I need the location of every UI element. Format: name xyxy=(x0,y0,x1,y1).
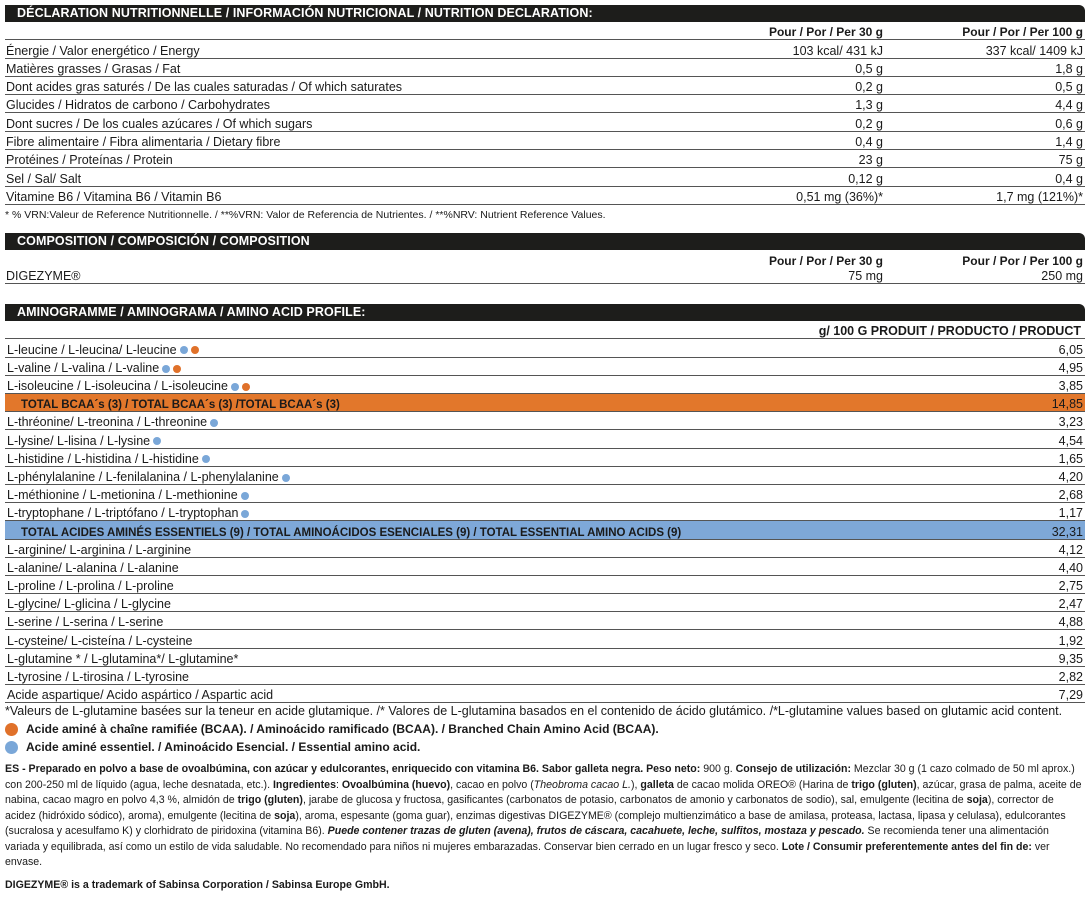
amino-value: 1,65 xyxy=(1058,451,1083,466)
nutrient-label: Vitamine B6 / Vitamina B6 / Vitamin B6 xyxy=(6,189,222,204)
amino-table xyxy=(5,339,1085,703)
nutrient-value-30g: 1,3 g xyxy=(855,98,883,113)
amino-row xyxy=(5,685,1085,703)
amino-row xyxy=(5,612,1085,630)
nutrition-row xyxy=(5,59,1085,77)
amino-value: 9,35 xyxy=(1058,651,1083,666)
nutrient-label: Dont acides gras saturés / De las cuales saturadas / Of which saturates xyxy=(6,80,403,95)
amino-row xyxy=(5,594,1085,612)
amino-label: L-valine / L-valina / L-valine xyxy=(7,360,160,375)
blue-dot-icon xyxy=(153,437,161,445)
nutrition-col-30g: Pour / Por / Per 30 g xyxy=(768,25,883,40)
amino-row xyxy=(5,467,1085,485)
amino-label: L-glycine/ L-glicina / L-glycine xyxy=(7,597,171,612)
nutrient-label: Matières grasses / Grasas / Fat xyxy=(6,61,181,76)
amino-row xyxy=(5,649,1085,667)
nutrient-label: Sel / Sal/ Salt xyxy=(6,171,82,186)
blue-dot-icon xyxy=(202,455,210,463)
nutrient-value-30g: 23 g xyxy=(858,153,883,168)
legend-bcaa xyxy=(5,720,1085,738)
nutrition-row xyxy=(5,187,1085,205)
nutrient-value-100g: 337 kcal/ 1409 kJ xyxy=(985,43,1083,58)
composition-value-100g: 250 mg xyxy=(1041,269,1083,284)
nutrient-value-100g: 0,4 g xyxy=(1055,171,1083,186)
blue-dot-icon xyxy=(162,365,170,373)
amino-total-row xyxy=(5,394,1085,412)
nutrient-value-100g: 0,5 g xyxy=(1055,80,1083,95)
amino-label: L-thréonine/ L-treonina / L-threonine xyxy=(7,415,208,430)
nutrient-label: Dont sucres / De los cuales azúcares / Of which sugars xyxy=(6,116,313,131)
blue-dot-icon xyxy=(5,741,18,754)
amino-label: L-lysine/ L-lisina / L-lysine xyxy=(7,433,151,448)
nutrient-value-100g: 75 g xyxy=(1058,153,1083,168)
nutrition-col-100g: Pour / Por / Per 100 g xyxy=(962,25,1083,40)
amino-label: Acide aspartique/ Acido aspártico / Aspartic acid xyxy=(7,688,274,703)
nutrition-note: * % VRN:Valeur de Reference Nutritionnelle. / **%VRN: Valor de Referencia de Nutrientes. / **%NRV: Nutrient Reference Values. xyxy=(5,208,606,221)
nutrition-column-headers xyxy=(5,22,1085,40)
nutrient-label: Énergie / Valor energético / Energy xyxy=(6,43,200,58)
nutrient-value-100g: 1,4 g xyxy=(1055,135,1083,150)
amino-value: 4,12 xyxy=(1058,542,1083,557)
composition-col-100g: Pour / Por / Per 100 g xyxy=(962,254,1083,269)
nutrition-row xyxy=(5,168,1085,186)
blue-dot-icon xyxy=(231,383,239,391)
amino-value: 2,75 xyxy=(1058,579,1083,594)
amino-value: 1,92 xyxy=(1058,633,1083,648)
composition-label: DIGEZYME® xyxy=(6,269,81,284)
blue-dot-icon xyxy=(180,346,188,354)
amino-row xyxy=(5,540,1085,558)
amino-row xyxy=(5,576,1085,594)
blue-dot-icon xyxy=(210,419,218,427)
blue-dot-icon xyxy=(282,474,290,482)
composition-col-30g: Pour / Por / Per 30 g xyxy=(768,254,883,269)
amino-row xyxy=(5,558,1085,576)
amino-label: L-tryptophane / L-triptófano / L-tryptophan xyxy=(7,506,239,521)
amino-row xyxy=(5,449,1085,467)
amino-column-header xyxy=(5,321,1085,339)
orange-dot-icon xyxy=(173,365,181,373)
amino-label: L-isoleucine / L-isoleucina / L-isoleucine xyxy=(7,379,228,394)
amino-value: 3,85 xyxy=(1058,379,1083,394)
amino-value: 6,05 xyxy=(1058,342,1083,357)
nutrition-row xyxy=(5,113,1085,131)
nutrient-value-100g: 1,7 mg (121%)* xyxy=(996,189,1083,204)
amino-label: L-glutamine * / L-glutamina*/ L-glutamine* xyxy=(7,651,239,666)
blue-dot-icon xyxy=(241,510,249,518)
amino-value: 4,54 xyxy=(1058,433,1083,448)
amino-label: L-leucine / L-leucina/ L-leucine xyxy=(7,342,177,357)
nutrient-value-30g: 0,2 g xyxy=(855,80,883,95)
nutrient-value-100g: 4,4 g xyxy=(1055,98,1083,113)
nutrient-value-100g: 1,8 g xyxy=(1055,61,1083,76)
orange-dot-icon xyxy=(5,723,18,736)
nutrient-value-100g: 0,6 g xyxy=(1055,116,1083,131)
amino-row xyxy=(5,412,1085,430)
amino-value: 14,85 xyxy=(1051,397,1083,412)
composition-column-headers xyxy=(5,250,1085,268)
amino-value: 32,31 xyxy=(1051,524,1083,539)
label-sheet xyxy=(5,5,1085,891)
amino-row xyxy=(5,503,1085,521)
nutrition-row xyxy=(5,132,1085,150)
amino-label: L-histidine / L-histidina / L-histidine xyxy=(7,451,199,466)
nutrient-value-30g: 103 kcal/ 431 kJ xyxy=(792,43,883,58)
amino-row xyxy=(5,358,1085,376)
amino-row xyxy=(5,376,1085,394)
amino-label: L-phénylalanine / L-fenilalanina / L-phenylalanine xyxy=(7,469,279,484)
amino-label: L-arginine/ L-arginina / L-arginine xyxy=(7,542,192,557)
nutrient-label: Fibre alimentaire / Fibra alimentaria / Dietary fibre xyxy=(6,135,281,150)
legend-bcaa-text: Acide aminé à chaîne ramifiée (BCAA). / Aminoácido ramificado (BCAA). / Branched Chain Amino Acid (BCAA). xyxy=(26,722,659,737)
composition-header: COMPOSITION / COMPOSICIÓN / COMPOSITION xyxy=(5,233,1085,250)
amino-col-per100g: g/ 100 G PRODUIT / PRODUCTO / PRODUCT xyxy=(818,324,1081,339)
legend-essential-text: Acide aminé essentiel. / Aminoácido Esencial. / Essential amino acid. xyxy=(26,740,421,755)
nutrition-header: DÉCLARATION NUTRITIONNELLE / INFORMACIÓN NUTRICIONAL / NUTRITION DECLARATION: xyxy=(5,5,1085,22)
amino-value: 3,23 xyxy=(1058,415,1083,430)
nutrition-row xyxy=(5,77,1085,95)
amino-row xyxy=(5,630,1085,648)
amino-row xyxy=(5,430,1085,448)
orange-dot-icon xyxy=(191,346,199,354)
legend-essential xyxy=(5,738,1085,756)
amino-label: TOTAL ACIDES AMINÉS ESSENTIELS (9) / TOTAL AMINOÁCIDOS ESENCIALES (9) / TOTAL ESSENTIAL AMINO ACIDS (9) xyxy=(21,526,682,539)
nutrient-value-30g: 0,51 mg (36%)* xyxy=(796,189,883,204)
amino-header: AMINOGRAMME / AMINOGRAMA / AMINO ACID PROFILE: xyxy=(5,304,1085,321)
amino-label: TOTAL BCAA´s (3) / TOTAL BCAA´s (3) /TOTAL BCAA´s (3) xyxy=(21,399,340,412)
glutamine-footnote: *Valeurs de L-glutamine basées sur la teneur en acide glutamique. /* Valores de L-glutamina basados en el contenido de ácido glutámico. /*L-glutamine values based on glutamic acid content. xyxy=(5,704,1063,719)
amino-value: 4,40 xyxy=(1058,560,1083,575)
spanish-description: ES - Preparado en polvo a base de ovoalbúmina, con azúcar y edulcorantes, enriquecido con vitamina B6. Sabor galleta negra. Peso neto: 900 g. Consejo de utilización: Mezclar 30 g (1 cazo colmado de 50 ml aprox.) con 200-250 ml de líquido (agua, leche desnatada, etc.). Ingredientes: Ovoalbúmina (huevo), cacao en polvo (Theobroma cacao L.), galleta de cacao molida OREO® (Harina de trigo (gluten), azúcar, grasa de palma, aceite de nabina, cacao magro en polvo 4,3 %, almidón de trigo (gluten), jarabe de glucosa y fructosa, gasificantes (carbonatos de potasio, carbonatos de amonio y carbonatos de sodio), sal, emulgente (lecitina de soja), corrector de acidez (hidróxido sódico), aroma), emulgente (lecitina de soja), aroma, espesante (goma guar), enzimas digestivas DIGEZYME® (complejo multienzimático a base de amilasa, proteasa, lactasa, lipasa y celulasa), edulcorantes (sucralosa y acesulfamo K) y clorhidrato de piridoxina (vitamina B6). Puede contener trazas de gluten (avena), frutos de cáscara, cacahuete, leche, sulfitos, mostaza y pescado. Se recomienda tener una alimentación variada y equilibrada, así como un estilo de vida saludable. No recomendado para niños ni mujeres embarazadas. Conservar bien cerrado en un lugar fresco y seco. Lote / Consumir preferentemente antes del fin de: ver envase. xyxy=(5,763,1082,869)
nutrient-label: Protéines / Proteínas / Protein xyxy=(6,153,173,168)
composition-row xyxy=(5,268,1085,284)
nutrient-value-30g: 0,4 g xyxy=(855,135,883,150)
amino-label: L-méthionine / L-metionina / L-methionine xyxy=(7,488,238,503)
nutrient-label: Glucides / Hidratos de carbono / Carbohydrates xyxy=(6,98,271,113)
composition-table xyxy=(5,268,1085,284)
nutrient-value-30g: 0,5 g xyxy=(855,61,883,76)
amino-row xyxy=(5,485,1085,503)
nutrition-table xyxy=(5,40,1085,205)
amino-value: 7,29 xyxy=(1058,688,1083,703)
nutrition-row xyxy=(5,95,1085,113)
amino-label: L-tyrosine / L-tirosina / L-tyrosine xyxy=(7,670,190,685)
orange-dot-icon xyxy=(242,383,250,391)
amino-label: L-alanine/ L-alanina / L-alanine xyxy=(7,560,179,575)
nutrition-row xyxy=(5,40,1085,58)
amino-label: L-cysteine/ L-cisteína / L-cysteine xyxy=(7,633,193,648)
amino-label: L-serine / L-serina / L-serine xyxy=(7,615,164,630)
nutrient-value-30g: 0,2 g xyxy=(855,116,883,131)
amino-value: 4,20 xyxy=(1058,469,1083,484)
nutrition-row xyxy=(5,150,1085,168)
composition-value-30g: 75 mg xyxy=(848,269,883,284)
amino-value: 4,88 xyxy=(1058,615,1083,630)
amino-value: 1,17 xyxy=(1058,506,1083,521)
amino-value: 4,95 xyxy=(1058,360,1083,375)
amino-value: 2,82 xyxy=(1058,670,1083,685)
nutrient-value-30g: 0,12 g xyxy=(848,171,883,186)
blue-dot-icon xyxy=(241,492,249,500)
amino-label: L-proline / L-prolina / L-proline xyxy=(7,579,174,594)
amino-value: 2,47 xyxy=(1058,597,1083,612)
amino-row xyxy=(5,667,1085,685)
amino-value: 2,68 xyxy=(1058,488,1083,503)
trademark-note: DIGEZYME® is a trademark of Sabinsa Corporation / Sabinsa Europe GmbH. xyxy=(5,878,390,891)
amino-row xyxy=(5,339,1085,357)
amino-total-row xyxy=(5,521,1085,539)
